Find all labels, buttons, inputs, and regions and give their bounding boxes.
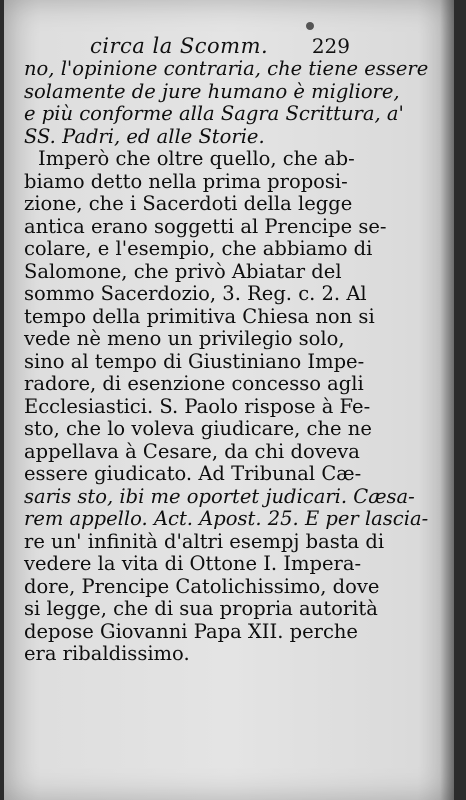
text-line: sommo Sacerdozio, 3. Reg. c. 2. Al [24, 282, 367, 305]
text-line: depose Giovanni Papa XII. perche [24, 619, 358, 643]
body-text [24, 57, 429, 666]
text-line: antica erano soggetti al Prencipe se- [24, 214, 387, 238]
text-line: e più conforme alla Sagra Scrittura, a' [24, 102, 404, 125]
text-line: vede nè meno un privilegio solo, [24, 327, 345, 350]
text-line: no, l'opinione contraria, che tiene essere [24, 57, 429, 80]
text-line: saris sto, ibi me oportet judicari. Cæsa- [24, 484, 415, 508]
ink-spot [306, 22, 314, 30]
page-edge-shadow [440, 0, 454, 800]
text-line: zione, che i Sacerdoti della legge [24, 192, 353, 215]
text-line: radore, di esenzione concesso agli [24, 372, 364, 395]
text-line: dore, Prencipe Catolichissimo, dove [24, 574, 380, 598]
text-line: solamente de jure humano è migliore, [24, 79, 400, 103]
text-line: colare, e l'esempio, che abbiamo di [24, 237, 373, 260]
text-line: sino al tempo di Giustiniano Impe- [24, 349, 365, 373]
text-line: essere giudicato. Ad Tribunal Cæ- [24, 462, 362, 485]
running-title: circa la Scomm. [90, 34, 269, 58]
text-line: Imperò che oltre quello, che ab- [38, 147, 355, 170]
text-line: appellava à Cesare, da chi doveva [24, 439, 360, 463]
text-line: Salomone, che privò Abiatar del [24, 259, 342, 283]
text-line: si legge, che di sua propria autorità [24, 597, 378, 620]
text-line: biamo detto nella prima proposi- [24, 169, 348, 193]
text-line: SS. Padri, ed alle Storie. [24, 124, 265, 148]
page-number: 229 [311, 34, 350, 58]
text-line: Ecclesiastici. S. Paolo rispose à Fe- [24, 394, 371, 418]
text-line: re un' infinità d'altri esempj basta di [24, 529, 385, 553]
text-line: sto, che lo voleva giudicare, che ne [24, 417, 372, 440]
book-page [4, 0, 454, 800]
text-line: tempo della primitiva Chiesa non si [24, 304, 375, 328]
text-line: rem appello. Act. Apost. 25. E per lascia- [24, 507, 429, 530]
text-line: era ribaldissimo. [24, 642, 190, 665]
text-line: vedere la vita di Ottone I. Impera- [24, 552, 362, 575]
